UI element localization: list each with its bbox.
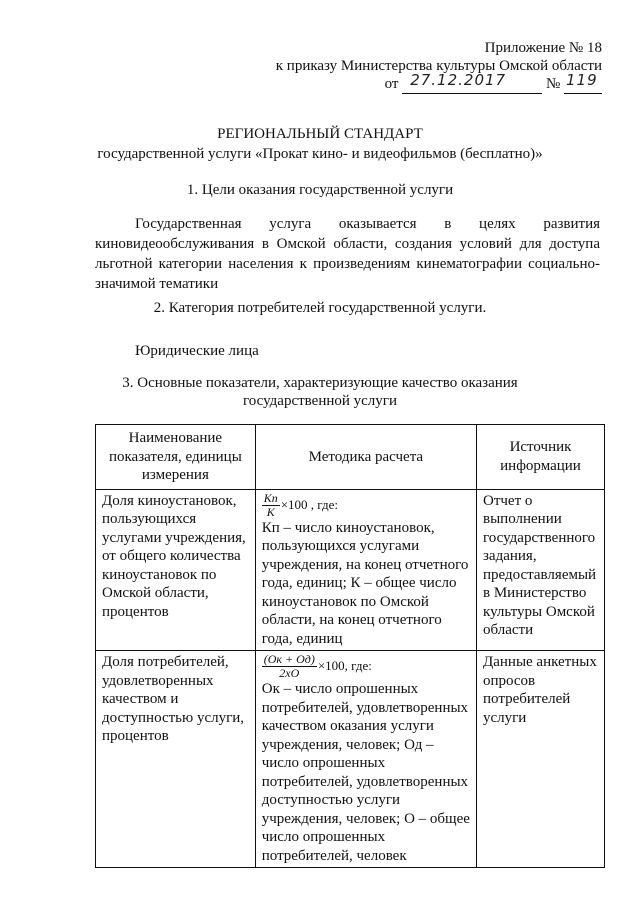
order-date-line <box>384 71 602 94</box>
order-reference: к приказу Министерства культуры Омской области <box>275 58 602 74</box>
document-title: РЕГИОНАЛЬНЫЙ СТАНДАРТ <box>217 126 423 142</box>
section-2-heading: 2. Категория потребителей государственной услуги. <box>153 300 487 316</box>
method-cell <box>255 651 476 868</box>
indicator-cell: Доля киноустановок, пользующихся услугами учреждения, от общего количества киноустановок по Омской области, процентов <box>96 489 256 651</box>
from-label: от <box>384 76 399 92</box>
header-method: Методика расчета <box>255 425 476 490</box>
source-cell: Отчет о выполнении государственного задания, предоставляемый в Министерство культуры Омской области <box>477 489 605 651</box>
formula-denominator: 2хО <box>279 666 300 680</box>
header-source: Источник информации <box>477 425 605 490</box>
section-1-rest: киновидеообслуживания в Омской области, создания условий для доступа льготной категории населения к произведениям кинематографии социально-значимой тематики <box>95 236 600 292</box>
formula-tail: ×100 , где: <box>280 496 338 512</box>
formula-tail: ×100, где: <box>317 657 372 673</box>
consumer-category: Юридические лица <box>135 343 259 359</box>
method-description: Ок – число опрошенных потребителей, удовлетворенных качеством оказания услуги учреждения, человек; Од – число опрошенных потребителей, удовлетворенных доступностью услуги учреждения, человек; О – общее число опрошенных потребителей, человек <box>261 681 470 864</box>
section-3-heading-line2: государственной услуги <box>243 393 397 409</box>
indicators-table <box>95 424 605 868</box>
number-field <box>564 71 602 94</box>
formula-numerator: Кп <box>263 490 278 505</box>
document-subtitle: государственной услуги «Прокат кино- и видеофильмов (бесплатно)» <box>97 146 543 162</box>
date-field <box>402 71 542 94</box>
indicator-cell: Доля потребителей, удовлетворенных качеством и доступностью услуги, процентов <box>96 651 256 868</box>
method-cell <box>255 489 476 651</box>
handwritten-date: 27.12.2017 <box>410 71 507 89</box>
number-label: № <box>545 76 561 92</box>
method-description: Кп – число киноустановок, пользующихся услугами учреждения, на конец отчетного года, единиц; К – общее число киноустановок по Омской области, на конец отчетного года, единиц <box>261 519 469 647</box>
table-header-row <box>96 425 605 490</box>
section-1-first-line: Государственная услуга оказывается в целях развития <box>135 216 600 232</box>
table-row <box>96 489 605 651</box>
appendix-number: Приложение № 18 <box>484 40 602 56</box>
section-1-text <box>95 214 600 294</box>
source-cell: Данные анкетных опросов потребителей услуги <box>477 651 605 868</box>
formula-numerator: (Ок + Од) <box>263 652 315 666</box>
section-3-heading-line1: 3. Основные показатели, характеризующие качество оказания <box>122 375 518 391</box>
table-row <box>96 651 605 868</box>
formula-fraction <box>262 653 317 680</box>
handwritten-number: 119 <box>566 71 598 89</box>
formula-denominator: К <box>266 504 275 519</box>
section-1-heading: 1. Цели оказания государственной услуги <box>186 182 454 198</box>
formula-fraction <box>262 492 280 519</box>
formula <box>262 492 470 519</box>
formula <box>262 653 470 680</box>
header-indicator: Наименование показателя, единицы измерения <box>96 425 256 490</box>
